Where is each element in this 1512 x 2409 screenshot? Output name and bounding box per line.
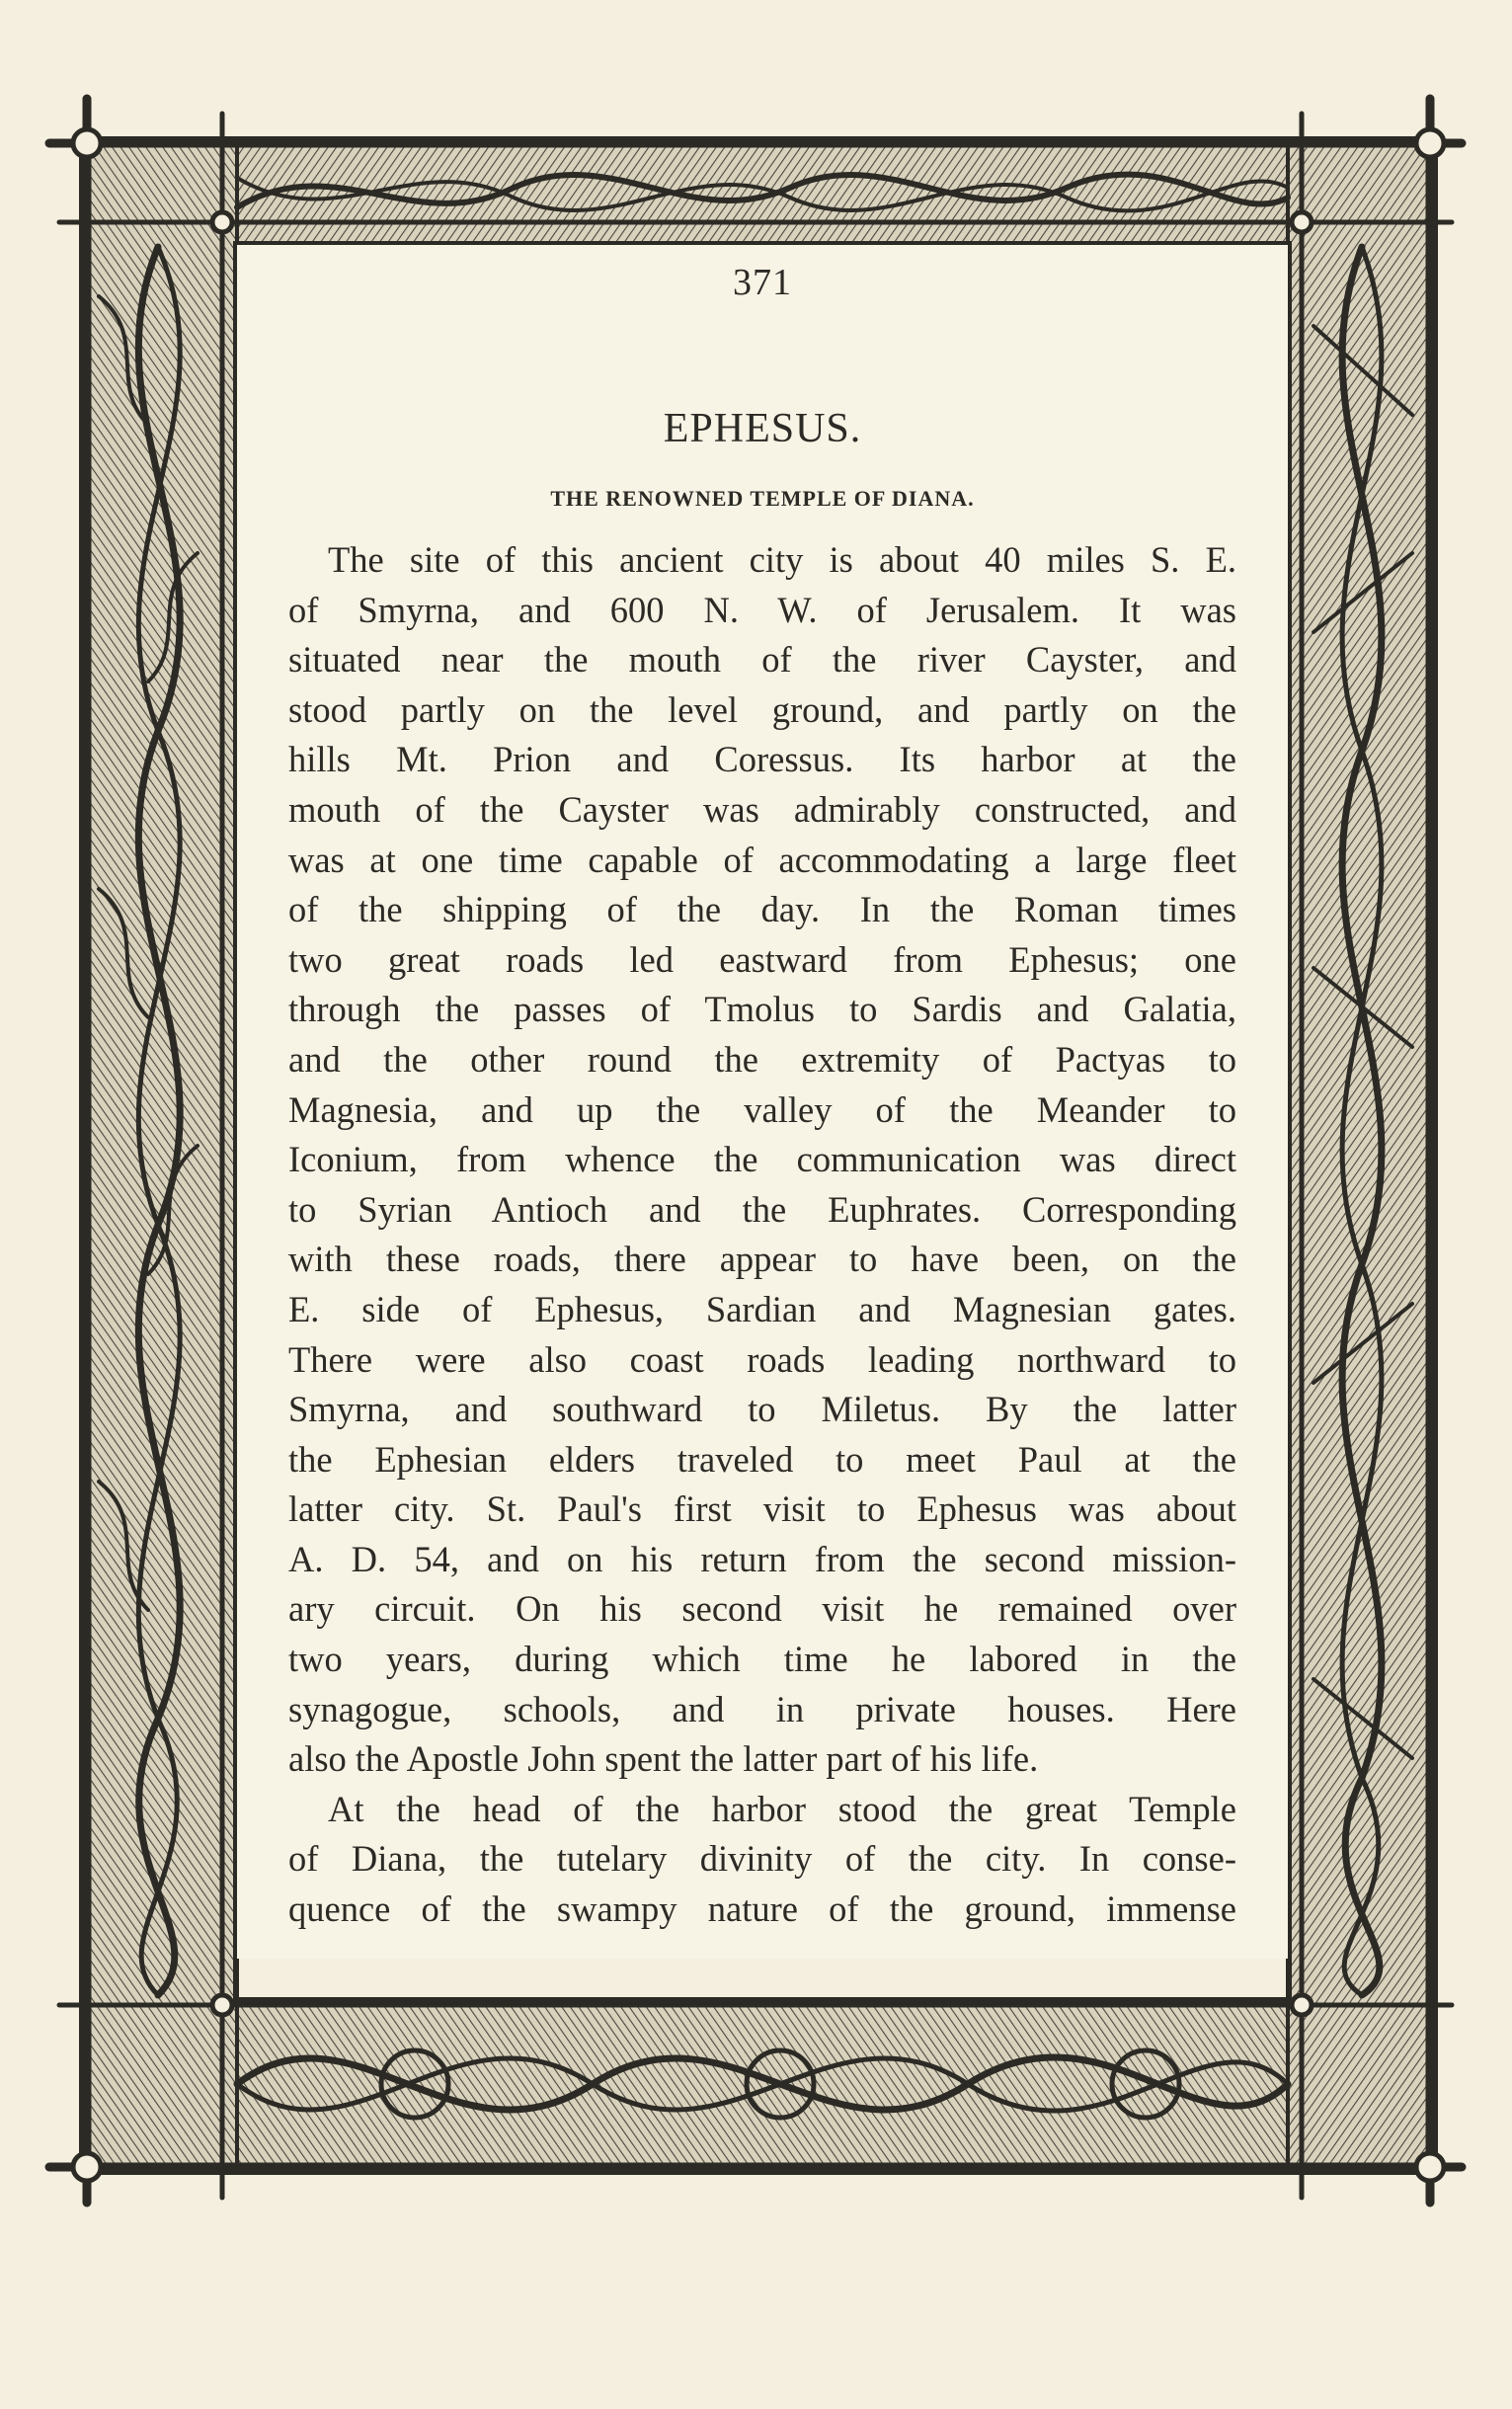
text-line: was at one time capable of accommodating a large fleet xyxy=(288,839,1236,880)
text-line: At the head of the harbor stood the great Temple xyxy=(328,1788,1236,1829)
text-line: with these roads, there appear to have been, on the xyxy=(288,1239,1236,1280)
text-line: two years, during which time he labored in the xyxy=(288,1639,1236,1680)
text-line: of the shipping of the day. In the Roman times xyxy=(288,889,1236,930)
text-line: A. D. 54, and on his return from the second mission- xyxy=(288,1538,1236,1579)
text-line: There were also coast roads leading northward to xyxy=(288,1338,1236,1380)
text-line: also the Apostle John spent the latter part of his life. xyxy=(288,1738,1039,1780)
text-line: The site of this ancient city is about 40 miles S. E. xyxy=(328,539,1236,580)
text-line: to Syrian Antioch and the Euphrates. Corresponding xyxy=(288,1188,1236,1230)
body-text xyxy=(288,535,1236,1935)
chapter-title: EPHESUS. xyxy=(663,406,862,451)
text-line: Smyrna, and southward to Miletus. By the latter xyxy=(288,1389,1236,1430)
text-line: Magnesia, and up the valley of the Meander to xyxy=(288,1088,1236,1130)
page-text-panel xyxy=(237,245,1288,1959)
text-line: E. side of Ephesus, Sardian and Magnesian gates. xyxy=(288,1288,1236,1329)
text-line: ary circuit. On his second visit he remained over xyxy=(288,1588,1236,1630)
border-right-band xyxy=(1288,138,1436,2173)
text-line: quence of the swampy nature of the ground, immense xyxy=(288,1888,1236,1930)
text-line: synagogue, schools, and in private houses. Here xyxy=(288,1688,1236,1729)
chapter-subtitle: THE RENOWNED TEMPLE OF DIANA. xyxy=(550,486,975,511)
text-line: Iconium, from whence the communication was direct xyxy=(288,1139,1236,1180)
page-number: 371 xyxy=(733,262,792,303)
text-line: two great roads led eastward from Ephesus; one xyxy=(288,938,1236,980)
text-line: latter city. St. Paul's first visit to Ephesus was about xyxy=(288,1488,1236,1530)
border-left-band xyxy=(81,138,237,2173)
text-line: the Ephesian elders traveled to meet Paul at the xyxy=(288,1438,1236,1480)
text-line: of Diana, the tutelary divinity of the city. In conse- xyxy=(288,1838,1236,1880)
text-line: situated near the mouth of the river Cayster, and xyxy=(288,639,1236,681)
text-line: stood partly on the level ground, and partly on the xyxy=(288,688,1236,730)
text-line: mouth of the Cayster was admirably constructed, and xyxy=(288,788,1236,830)
text-line: of Smyrna, and 600 N. W. of Jerusalem. It was xyxy=(288,589,1236,630)
text-line: and the other round the extremity of Pactyas to xyxy=(288,1038,1236,1080)
text-line: through the passes of Tmolus to Sardis and Galatia, xyxy=(288,989,1236,1030)
border-bottom-band xyxy=(81,1999,1436,2173)
text-line: hills Mt. Prion and Coressus. Its harbor at the xyxy=(288,739,1236,780)
